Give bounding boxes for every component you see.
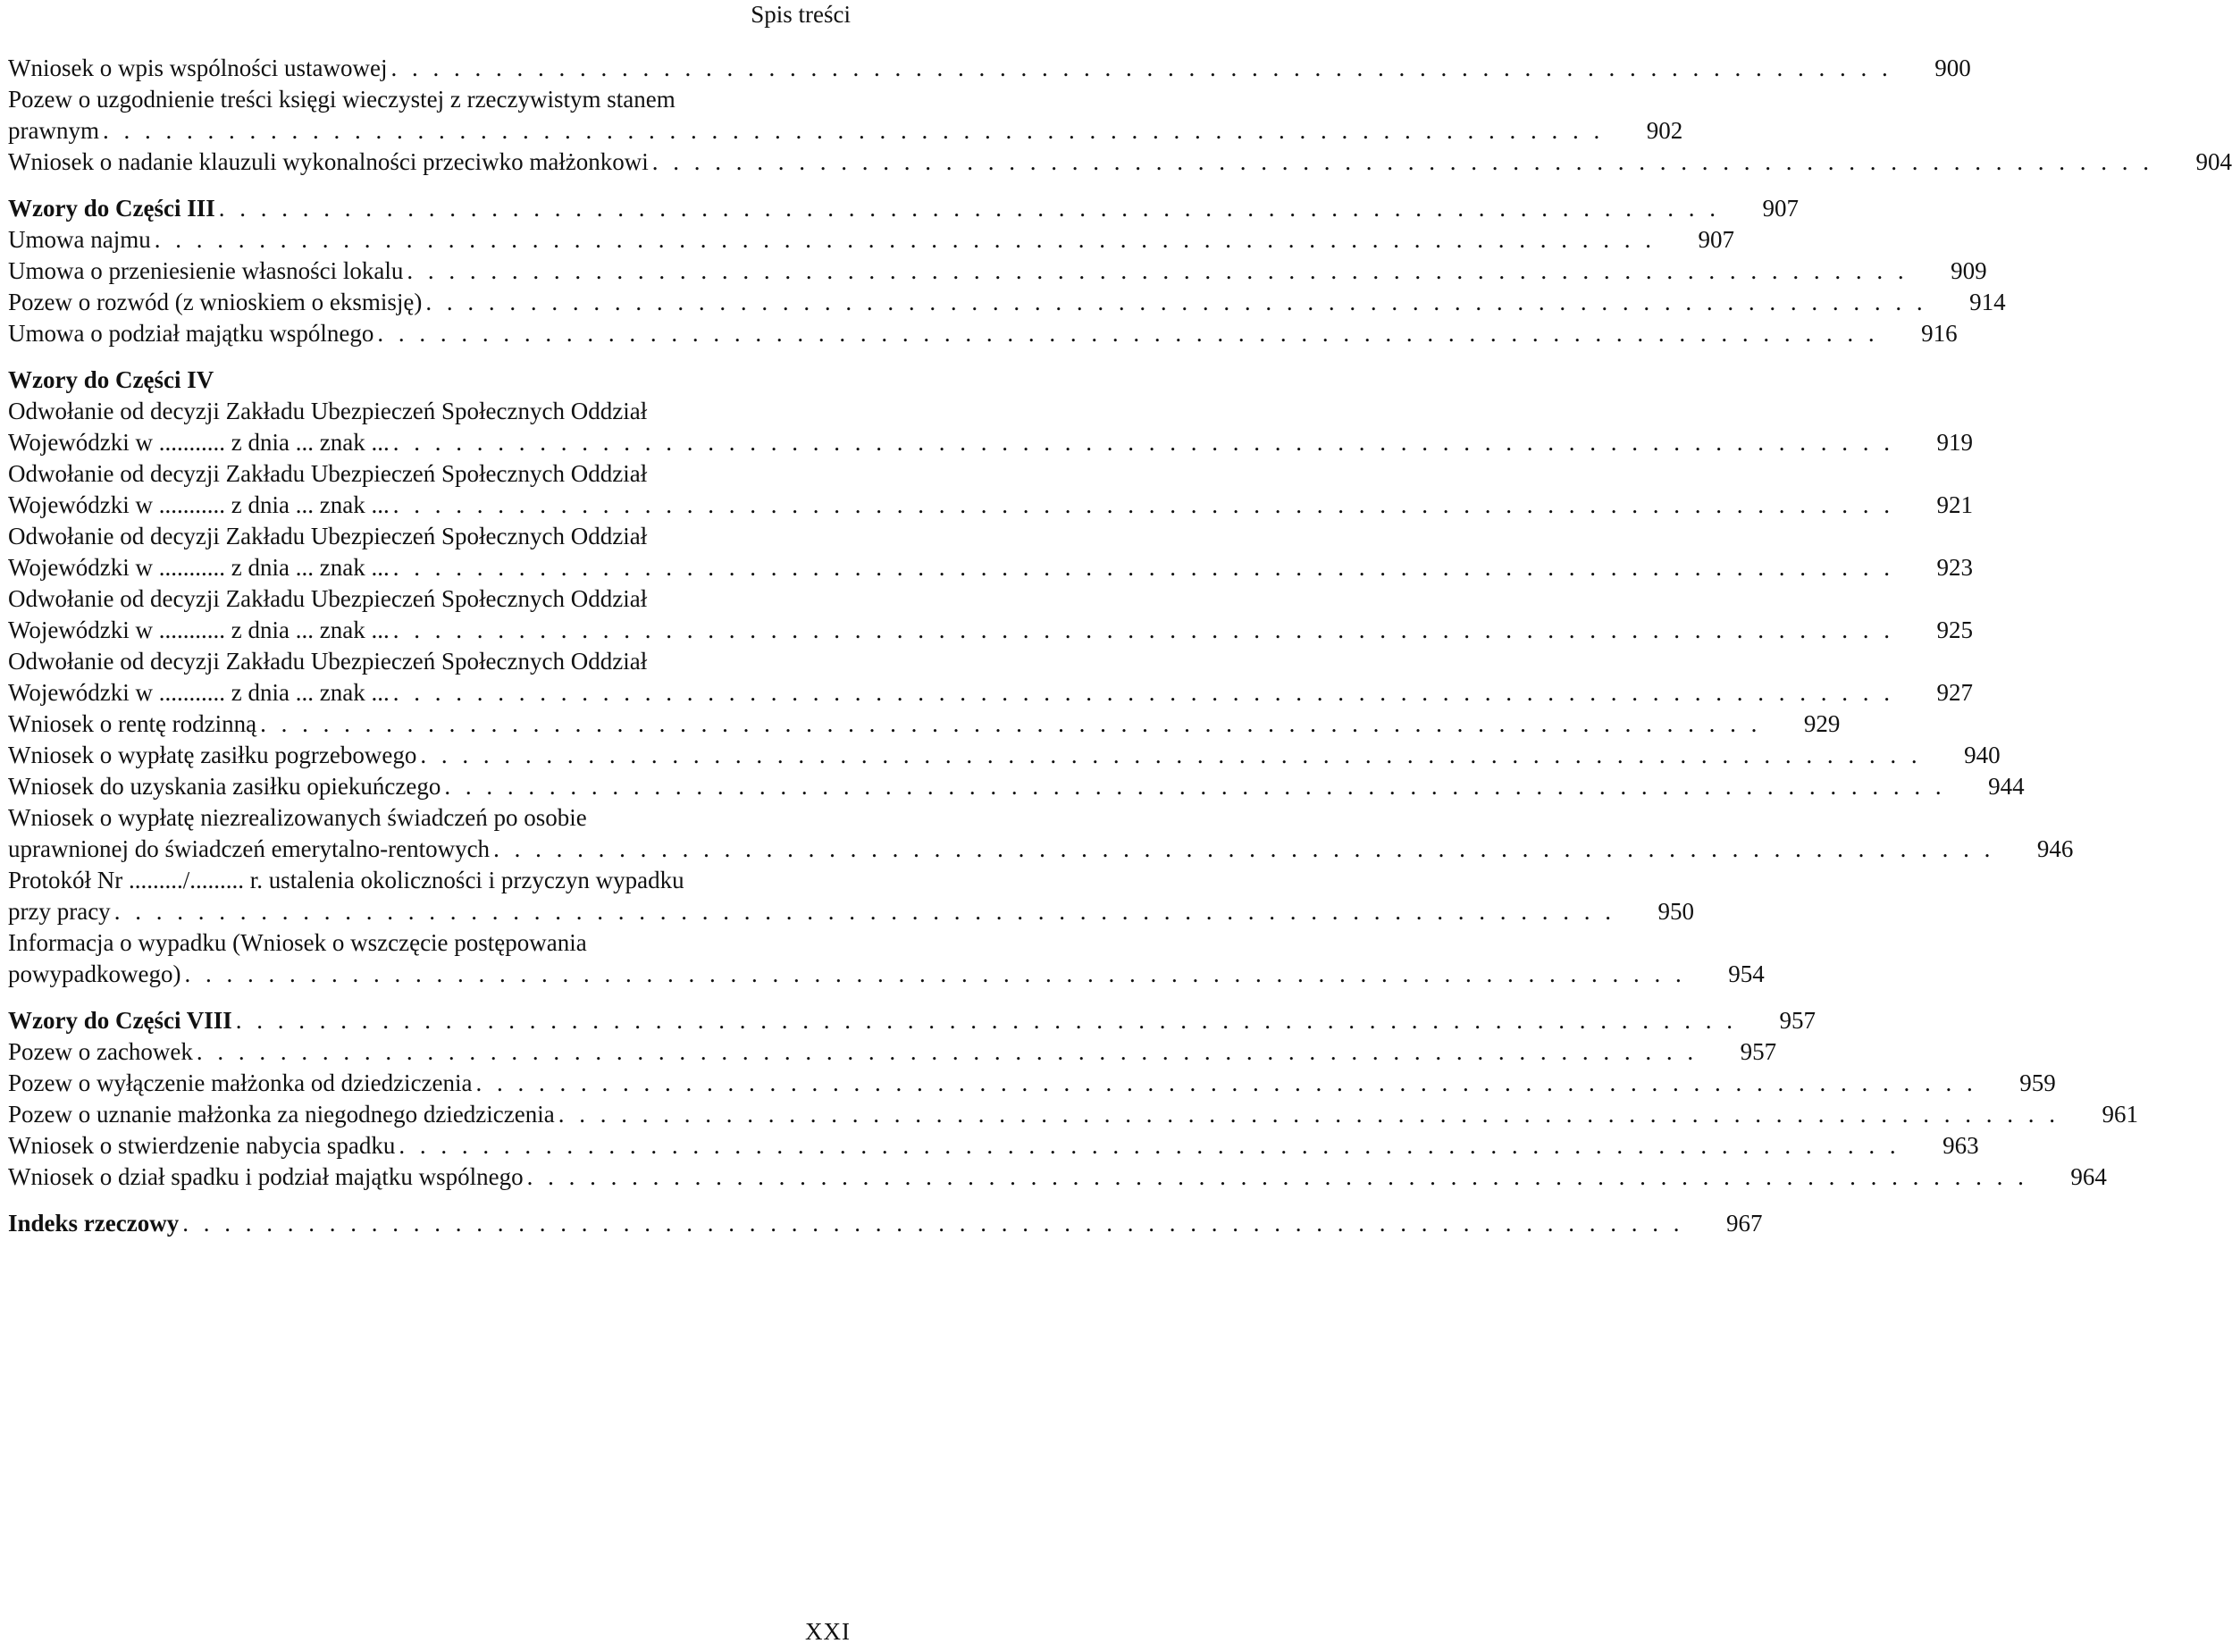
toc-entry: [8, 521, 1973, 583]
toc-entry-title-line: przy pracy: [8, 898, 111, 925]
toc-entry-title-line: Pozew o rozwód (z wnioskiem o eksmisję): [8, 289, 423, 315]
toc-entry-title-line: Pozew o uzgodnienie treści księgi wieczystej z rzeczywistym stanem: [8, 86, 675, 113]
toc-entry-title-line: Wniosek o nadanie klauzuli wykonalności przeciwko małżonkowi: [8, 148, 649, 175]
toc-entry-title-line: Wojewódzki w ........... z dnia ... znak ...: [8, 679, 390, 706]
toc-entry-title-line: Pozew o uznanie małżonka za niegodnego dziedziczenia: [8, 1101, 555, 1128]
toc-entry-title-line: Wniosek o stwierdzenie nabycia spadku: [8, 1132, 396, 1159]
toc-page-number: 916: [1921, 320, 1958, 347]
toc-entry: [8, 287, 2006, 318]
toc-entry-title-line: Odwołanie od decyzji Zakładu Ubezpieczeń Społecznych Oddział: [8, 585, 648, 612]
toc-page-number: 925: [1936, 616, 1973, 643]
toc-entry-row: [8, 318, 1958, 349]
toc-entry-title-line: Wzory do Części III: [8, 195, 215, 222]
toc-entry: [8, 53, 1971, 84]
dot-leader: . . . . . . . . . . . . . . . . . . . . . . . . . . . . . . . . . . . . . . . . . . . . . . . . . . . . . . . . . . . . . . . . . . . . . . . .: [218, 195, 1720, 222]
toc-entry: [8, 740, 2001, 771]
toc-page-number: 957: [1740, 1038, 1777, 1065]
dot-leader: . . . . . . . . . . . . . . . . . . . . . . . . . . . . . . . . . . . . . . . . . . . . . . . . . . . . . . . . . . . . . . . . . . . . . . . .: [392, 554, 1894, 581]
toc-entry: [8, 583, 1973, 646]
toc-page-number: 940: [1964, 742, 2001, 768]
dot-leader: . . . . . . . . . . . . . . . . . . . . . . . . . . . . . . . . . . . . . . . . . . . . . . . . . . . . . . . . . . . . . . . . . . . . . . . .: [260, 710, 1762, 737]
toc-section-heading: [8, 193, 1799, 224]
dot-leader: . . . . . . . . . . . . . . . . . . . . . . . . . . . . . . . . . . . . . . . . . . . . . . . . . . . . . . . . . . . . . . . . . . . . . . . .: [444, 773, 1946, 800]
toc-entry-title-line: Wzory do Części IV: [8, 366, 214, 393]
toc-entry-title-line: Wojewódzki w ........... z dnia ... znak ...: [8, 491, 390, 518]
toc-page-number: 900: [1934, 55, 1971, 81]
toc-page-number: 919: [1936, 429, 1973, 456]
toc-page-number: 961: [2102, 1101, 2138, 1128]
toc-entry-title-line: Pozew o zachowek: [8, 1038, 193, 1065]
toc-entry: [8, 1068, 2056, 1099]
toc-entry-row: [8, 427, 1973, 458]
toc-entry-title-line: Odwołanie od decyzji Zakładu Ubezpieczeń Społecznych Oddział: [8, 648, 648, 675]
toc-page-number: 963: [1943, 1132, 1979, 1159]
toc-entry: [8, 646, 1973, 709]
toc-entry-row: [8, 193, 1799, 224]
toc-section-heading: [8, 1005, 1816, 1036]
toc-entry: [8, 927, 1765, 990]
toc-page-number: 929: [1803, 710, 1841, 737]
toc-entry: [8, 318, 1958, 349]
toc-page-number: 957: [1779, 1007, 1816, 1034]
dot-leader: . . . . . . . . . . . . . . . . . . . . . . . . . . . . . . . . . . . . . . . . . . . . . . . . . . . . . . . . . . . . . . . . . . . . . . . .: [407, 257, 1909, 284]
running-head: Spis treści: [751, 1, 851, 28]
toc-entry: [8, 256, 1987, 287]
toc-entry: [8, 1036, 1777, 1068]
toc-entry: [8, 709, 1841, 740]
toc-entry-title-line: uprawnionej do świadczeń emerytalno-rentowych: [8, 835, 491, 862]
toc-entry: [8, 1099, 2138, 1130]
toc-entry-title-line: Umowa najmu: [8, 226, 151, 253]
dot-leader: . . . . . . . . . . . . . . . . . . . . . . . . . . . . . . . . . . . . . . . . . . . . . . . . . . . . . . . . . . . . . . . . . . . . . . . .: [390, 55, 1892, 81]
toc-entry-title-line: Protokół Nr ........./......... r. ustalenia okoliczności i przyczyn wypadku: [8, 867, 684, 893]
toc-entry: [8, 458, 1973, 521]
toc-page-number: 914: [1969, 289, 2006, 315]
dot-leader: . . . . . . . . . . . . . . . . . . . . . . . . . . . . . . . . . . . . . . . . . . . . . . . . . . . . . . . . . . . . . . . . . . . . . . . .: [558, 1101, 2060, 1128]
dot-leader: . . . . . . . . . . . . . . . . . . . . . . . . . . . . . . . . . . . . . . . . . . . . . . . . . . . . . . . . . . . . . . . . . . . . . . . .: [425, 289, 1927, 315]
toc-page-number: 954: [1728, 960, 1765, 987]
toc-entry-title-line: Odwołanie od decyzji Zakładu Ubezpieczeń Społecznych Oddział: [8, 398, 648, 424]
toc-entry-row: [8, 490, 1973, 521]
toc-page-number: 944: [1988, 773, 2025, 800]
dot-leader: . . . . . . . . . . . . . . . . . . . . . . . . . . . . . . . . . . . . . . . . . . . . . . . . . . . . . . . . . . . . . . . . . . . . . . . .: [154, 226, 1656, 253]
toc-entry-title-line: Wniosek o dział spadku i podział majątku wspólnego: [8, 1163, 524, 1190]
toc-entry: [8, 1130, 1979, 1161]
toc-entry-row: [8, 115, 1683, 147]
toc-entry-row: [8, 834, 2074, 865]
toc-page-number: 907: [1698, 226, 1734, 253]
dot-leader: . . . . . . . . . . . . . . . . . . . . . . . . . . . . . . . . . . . . . . . . . . . . . . . . . . . . . . . . . . . . . . . . . . . . . . . .: [102, 117, 1605, 144]
dot-leader: . . . . . . . . . . . . . . . . . . . . . . . . . . . . . . . . . . . . . . . . . . . . . . . . . . . . . . . . . . . . . . . . . . . . . . . .: [399, 1132, 1901, 1159]
toc-page-number: 950: [1657, 898, 1694, 925]
dot-leader: . . . . . . . . . . . . . . . . . . . . . . . . . . . . . . . . . . . . . . . . . . . . . . . . . . . . . . . . . . . . . . . . . . . . . . . .: [475, 1069, 1977, 1096]
toc-entry-row: [8, 256, 1987, 287]
toc-entry-row: [8, 1068, 2056, 1099]
toc-page-number: 964: [2070, 1163, 2107, 1190]
dot-leader: . . . . . . . . . . . . . . . . . . . . . . . . . . . . . . . . . . . . . . . . . . . . . . . . . . . . . . . . . . . . . . . . . . . . . . . .: [651, 148, 2154, 175]
toc-entry-title-line: Odwołanie od decyzji Zakładu Ubezpieczeń Społecznych Oddział: [8, 460, 648, 487]
toc-section-heading: [8, 365, 853, 396]
toc-entry-row: [8, 896, 1694, 927]
toc-entry-row: [8, 1208, 1763, 1239]
toc-entry-title-line: Wzory do Części VIII: [8, 1007, 232, 1034]
toc-entry-row: [8, 147, 2232, 178]
toc-entry-row: [8, 677, 1973, 709]
toc-entry: [8, 865, 1694, 927]
toc-entry: [8, 1161, 2107, 1193]
toc-entry-row: [8, 287, 2006, 318]
toc-page-number: 909: [1951, 257, 1987, 284]
toc-entry-title-line: Wniosek o wypłatę niezrealizowanych świadczeń po osobie: [8, 804, 587, 831]
dot-leader: . . . . . . . . . . . . . . . . . . . . . . . . . . . . . . . . . . . . . . . . . . . . . . . . . . . . . . . . . . . . . . . . . . . . . . . .: [377, 320, 1879, 347]
toc-entry-title-line: Indeks rzeczowy: [8, 1210, 180, 1237]
page-number: XXI: [805, 1618, 851, 1645]
toc-entry-row: [8, 224, 1734, 256]
dot-leader: . . . . . . . . . . . . . . . . . . . . . . . . . . . . . . . . . . . . . . . . . . . . . . . . . . . . . . . . . . . . . . . . . . . . . . . .: [493, 835, 1995, 862]
toc-entry-row: [8, 53, 1971, 84]
toc-entry-title-line: Pozew o wyłączenie małżonka od dziedziczenia: [8, 1069, 473, 1096]
toc-entry-row: [8, 1036, 1777, 1068]
table-of-contents: [8, 53, 2232, 1239]
toc-entry: [8, 802, 2074, 865]
toc-entry-title-line: Odwołanie od decyzji Zakładu Ubezpieczeń Społecznych Oddział: [8, 523, 648, 549]
toc-entry-title-line: Wojewódzki w ........... z dnia ... znak ...: [8, 554, 390, 581]
dot-leader: . . . . . . . . . . . . . . . . . . . . . . . . . . . . . . . . . . . . . . . . . . . . . . . . . . . . . . . . . . . . . . . . . . . . . . . .: [392, 491, 1894, 518]
toc-entry-title-line: Wniosek o wpis wspólności ustawowej: [8, 55, 388, 81]
toc-entry-title-line: Wojewódzki w ........... z dnia ... znak ...: [8, 616, 390, 643]
toc-page-number: 904: [2195, 148, 2232, 175]
toc-entry-row: [8, 615, 1973, 646]
toc-entry-title-line: Umowa o podział majątku wspólnego: [8, 320, 374, 347]
dot-leader: . . . . . . . . . . . . . . . . . . . . . . . . . . . . . . . . . . . . . . . . . . . . . . . . . . . . . . . . . . . . . . . . . . . . . . . .: [182, 1210, 1684, 1237]
toc-entry-row: [8, 740, 2001, 771]
toc-entry-title-line: Wniosek do uzyskania zasiłku opiekuńczego: [8, 773, 441, 800]
toc-page-number: 923: [1936, 554, 1973, 581]
dot-leader: . . . . . . . . . . . . . . . . . . . . . . . . . . . . . . . . . . . . . . . . . . . . . . . . . . . . . . . . . . . . . . . . . . . . . . . .: [526, 1163, 2028, 1190]
toc-page-number: 927: [1936, 679, 1973, 706]
toc-page-number: 959: [2019, 1069, 2056, 1096]
toc-entry: [8, 224, 1734, 256]
toc-page-number: 907: [1762, 195, 1799, 222]
toc-page-number: 921: [1936, 491, 1973, 518]
toc-page-number: 967: [1725, 1210, 1763, 1237]
toc-entry-row: [8, 1005, 1816, 1036]
toc-entry-row: [8, 959, 1765, 990]
toc-entry: [8, 771, 2025, 802]
toc-entry-row: [8, 709, 1841, 740]
toc-page-number: 902: [1646, 117, 1683, 144]
toc-entry-title-line: Informacja o wypadku (Wniosek o wszczęcie postępowania: [8, 929, 587, 956]
toc-entry-row: [8, 1099, 2138, 1130]
toc-page-number: 946: [2036, 835, 2074, 862]
dot-leader: . . . . . . . . . . . . . . . . . . . . . . . . . . . . . . . . . . . . . . . . . . . . . . . . . . . . . . . . . . . . . . . . . . . . . . . .: [392, 616, 1894, 643]
toc-entry-title-line: prawnym: [8, 117, 99, 144]
toc-entry: [8, 84, 1683, 147]
dot-leader: . . . . . . . . . . . . . . . . . . . . . . . . . . . . . . . . . . . . . . . . . . . . . . . . . . . . . . . . . . . . . . . . . . . . . . . .: [184, 960, 1686, 987]
toc-entry-row: [8, 771, 2025, 802]
toc-entry-row: [8, 1161, 2107, 1193]
dot-leader: . . . . . . . . . . . . . . . . . . . . . . . . . . . . . . . . . . . . . . . . . . . . . . . . . . . . . . . . . . . . . . . . . . . . . . . .: [392, 679, 1894, 706]
dot-leader: . . . . . . . . . . . . . . . . . . . . . . . . . . . . . . . . . . . . . . . . . . . . . . . . . . . . . . . . . . . . . . . . . . . . . . . .: [392, 429, 1894, 456]
toc-entry: [8, 147, 2232, 178]
toc-entry-title-line: Wniosek o rentę rodzinną: [8, 710, 257, 737]
toc-entry: [8, 396, 1973, 458]
toc-entry-title-line: Umowa o przeniesienie własności lokalu: [8, 257, 404, 284]
toc-entry-title-line: powypadkowego): [8, 960, 181, 987]
toc-section-heading: [8, 1208, 1763, 1239]
toc-entry-row: [8, 365, 853, 396]
dot-leader: . . . . . . . . . . . . . . . . . . . . . . . . . . . . . . . . . . . . . . . . . . . . . . . . . . . . . . . . . . . . . . . . . . . . . . . .: [235, 1007, 1737, 1034]
dot-leader: . . . . . . . . . . . . . . . . . . . . . . . . . . . . . . . . . . . . . . . . . . . . . . . . . . . . . . . . . . . . . . . . . . . . . . . .: [113, 898, 1615, 925]
toc-entry-title-line: Wniosek o wypłatę zasiłku pogrzebowego: [8, 742, 417, 768]
dot-leader: . . . . . . . . . . . . . . . . . . . . . . . . . . . . . . . . . . . . . . . . . . . . . . . . . . . . . . . . . . . . . . . . . . . . . . . .: [196, 1038, 1699, 1065]
toc-entry-row: [8, 552, 1973, 583]
dot-leader: . . . . . . . . . . . . . . . . . . . . . . . . . . . . . . . . . . . . . . . . . . . . . . . . . . . . . . . . . . . . . . . . . . . . . . . .: [420, 742, 1922, 768]
toc-entry-title-line: Wojewódzki w ........... z dnia ... znak ...: [8, 429, 390, 456]
toc-entry-row: [8, 1130, 1979, 1161]
